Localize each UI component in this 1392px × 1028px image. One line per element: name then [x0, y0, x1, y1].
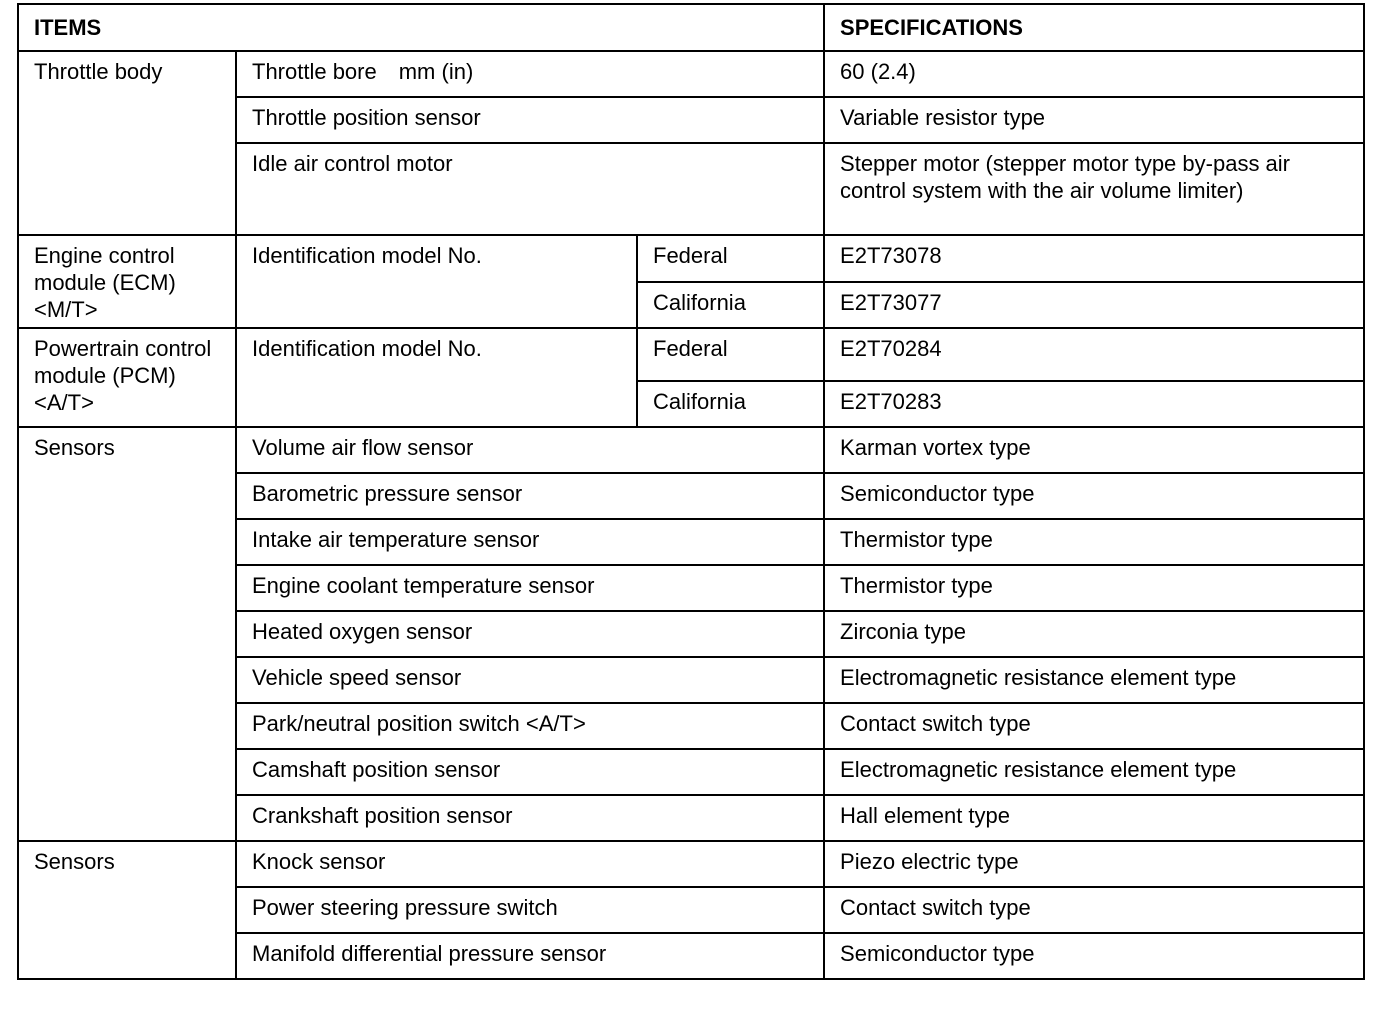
spec-cell: Electromagnetic resistance element type [824, 657, 1364, 703]
region-cell: California [637, 381, 824, 427]
spec-cell: Electromagnetic resistance element type [824, 749, 1364, 795]
item-cell: Barometric pressure sensor [236, 473, 824, 519]
spec-cell: Stepper motor (stepper motor type by-pass air control system with the air volume limiter) [824, 143, 1364, 235]
spec-cell: 60 (2.4) [824, 51, 1364, 97]
spec-cell: Contact switch type [824, 887, 1364, 933]
spec-cell: Hall element type [824, 795, 1364, 841]
specifications-header: SPECIFICATIONS [824, 4, 1364, 51]
table-row [18, 328, 1364, 381]
items-header: ITEMS [18, 4, 824, 51]
spec-cell: E2T73078 [824, 235, 1364, 282]
table-row [18, 235, 1364, 282]
table-row [18, 427, 1364, 473]
header-row [18, 4, 1364, 51]
region-cell: California [637, 282, 824, 329]
spec-cell: E2T70283 [824, 381, 1364, 427]
group-sensors: Sensors [18, 841, 236, 979]
region-cell: Federal [637, 328, 824, 381]
region-cell: Federal [637, 235, 824, 282]
spec-cell: Contact switch type [824, 703, 1364, 749]
spec-cell: Karman vortex type [824, 427, 1364, 473]
item-cell: Camshaft position sensor [236, 749, 824, 795]
item-cell: Knock sensor [236, 841, 824, 887]
item-cell: Identification model No. [236, 328, 637, 427]
item-cell: Identification model No. [236, 235, 637, 328]
spec-cell: Thermistor type [824, 565, 1364, 611]
specifications-table [17, 3, 1365, 980]
item-cell: Idle air control motor [236, 143, 824, 235]
item-cell: Manifold differential pressure sensor [236, 933, 824, 979]
item-cell: Throttle bore mm (in) [236, 51, 824, 97]
item-cell: Heated oxygen sensor [236, 611, 824, 657]
item-cell: Throttle position sensor [236, 97, 824, 143]
spec-cell: E2T70284 [824, 328, 1364, 381]
table-row [18, 51, 1364, 97]
spec-cell: Thermistor type [824, 519, 1364, 565]
item-cell: Volume air flow sensor [236, 427, 824, 473]
spec-cell: Variable resistor type [824, 97, 1364, 143]
spec-cell: Piezo electric type [824, 841, 1364, 887]
table-row [18, 841, 1364, 887]
item-cell: Vehicle speed sensor [236, 657, 824, 703]
item-cell: Park/neutral position switch <A/T> [236, 703, 824, 749]
spec-cell: Semiconductor type [824, 933, 1364, 979]
spec-cell: E2T73077 [824, 282, 1364, 329]
group-ecm: Engine control module (ECM) <M/T> [18, 235, 236, 328]
item-cell: Power steering pressure switch [236, 887, 824, 933]
item-cell: Engine coolant temperature sensor [236, 565, 824, 611]
item-cell: Intake air temperature sensor [236, 519, 824, 565]
group-throttle-body: Throttle body [18, 51, 236, 235]
group-pcm: Powertrain control module (PCM) <A/T> [18, 328, 236, 427]
spec-cell: Zirconia type [824, 611, 1364, 657]
item-cell: Crankshaft position sensor [236, 795, 824, 841]
group-sensors: Sensors [18, 427, 236, 841]
spec-cell: Semiconductor type [824, 473, 1364, 519]
